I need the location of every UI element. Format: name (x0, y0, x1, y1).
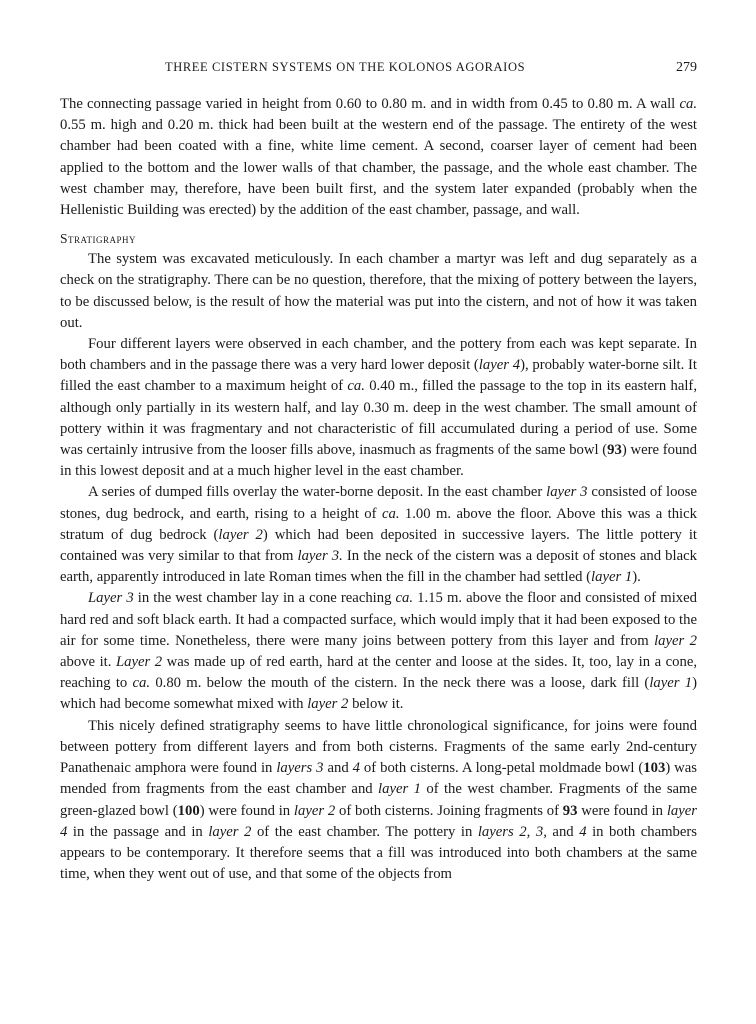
running-title: THREE CISTERN SYSTEMS ON THE KOLONOS AGORAIOS (165, 60, 526, 74)
paragraph-chronology: This nicely defined stratigraphy seems to have little chronological significance, for joins were found between pottery from different layers and from both cisterns. Fragments of the same early 2nd-century Panathenaic amphora were found in layers 3 and 4 of both cisterns. A long-petal moldmade bowl (103) was mended from fragments from the east chamber and layer 1 of the west chamber. Fragments of the same green-glazed bowl (100) were found in layer 2 of both cisterns. Joining fragments of 93 were found in layer 4 in the passage and in layer 2 of the east chamber. The pottery in layers 2, 3, and 4 in both chambers appears to be contemporary. It therefore seems that a fill was introduced into both chambers at the same time, when they went out of use, and that some of the objects from (60, 717, 697, 883)
paragraph-dumped-fills: A series of dumped fills overlay the water-borne deposit. In the east chamber layer 3 consisted of loose stones, dug bedrock, and earth, rising to a height of ca. 1.00 m. above the floor. Above this was a thick stratum of dug bedrock (layer 2) which had been deposited in successive layers. The little pottery it contained was very similar to that from layer 3. In the neck of the cistern was a deposit of stones and black earth, apparently introduced in late Roman times when the fill in the chamber had settled (layer 1). (60, 484, 697, 586)
paragraph-excavation: The system was excavated meticulously. In each chamber a martyr was left and dug separately as a check on the stratigraphy. There can be no question, therefore, that the mixing of pottery between the layers, to be discussed below, is the result of how the material was put into the cistern, and not of how it was taken out. (60, 251, 697, 331)
paragraph-four-layers: Four different layers were observed in each chamber, and the pottery from each was kept separate. In both chambers and in the passage there was a very hard lower deposit (layer 4), probably water-borne silt. It filled the east chamber to a maximum height of ca. 0.40 m., filled the passage to the top in its eastern half, although only partially in its western half, and lay 0.30 m. deep in the west chamber. The small amount of pottery within it was fragmentary and not characteristic of fill accumulated during a period of use. Some was certainly intrusive from the looser fills above, inasmuch as fragments of the same bowl (93) were found in this lowest deposit and at a much higher level in the east chamber. (60, 336, 698, 480)
running-header (60, 60, 697, 78)
paragraph-passage-description: The connecting passage varied in height from 0.60 to 0.80 m. and in width from 0.45 to 0.80 m. A wall ca. 0.55 m. high and 0.20 m. thick had been built at the western end of the passage. The entirety of the west chamber had been coated with a fine, white lime cement. A second, coarser layer of cement had been applied to the bottom and the lower walls of that chamber, the passage, and the whole east chamber. The west chamber may, therefore, have been built first, and the system later expanded (probably when the Hellenistic Building was erected) by the addition of the east chamber, passage, and wall. (60, 96, 697, 219)
body-text (60, 94, 697, 885)
document-page (60, 0, 697, 1024)
section-heading-stratigraphy: Stratigraphy (60, 231, 137, 247)
page-number: 279 (676, 60, 697, 75)
paragraph-west-chamber: Layer 3 in the west chamber lay in a cone reaching ca. 1.15 m. above the floor and consisted of mixed hard red and soft black earth. It had a compacted surface, which would imply that it had been exposed to the air for some time. Nonetheless, there were many joins between pottery from this layer and from layer 2 above it. Layer 2 was made up of red earth, hard at the center and loose at the sides. It, too, lay in a cone, reaching to ca. 0.80 m. below the mouth of the cistern. In the neck there was a loose, dark fill (layer 1) which had become somewhat mixed with layer 2 below it. (60, 590, 698, 713)
